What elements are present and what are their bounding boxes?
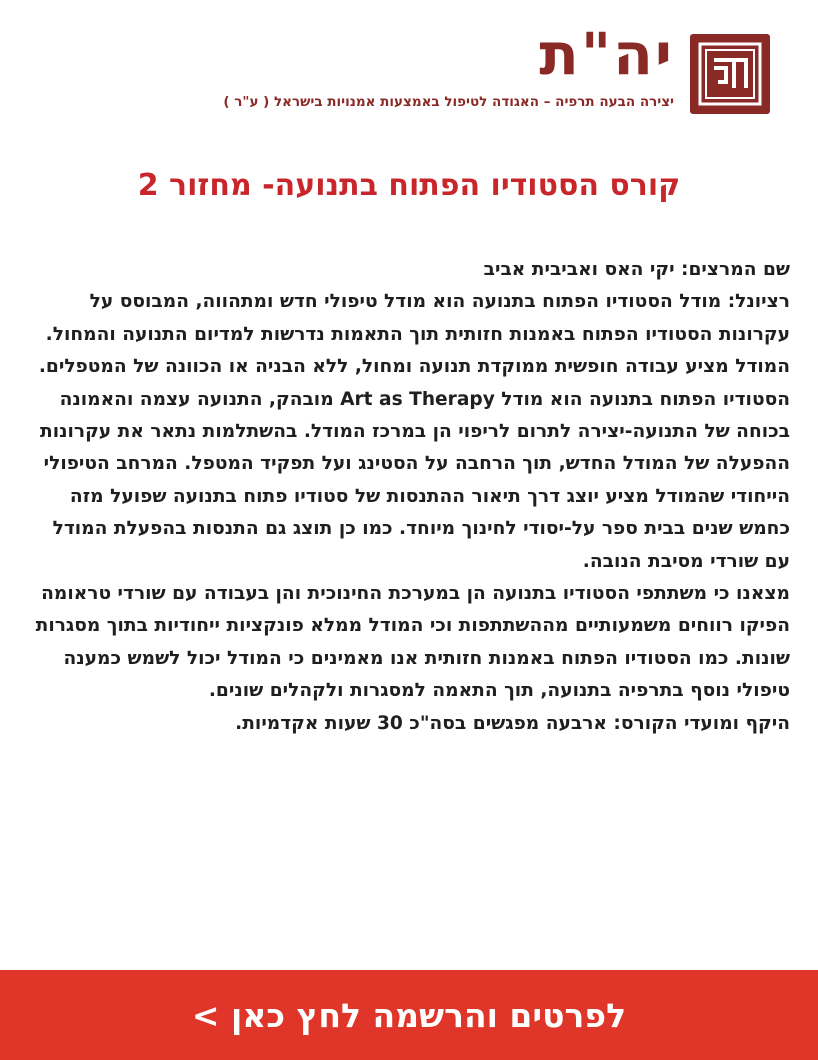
register-button[interactable]	[0, 970, 818, 1060]
brand-subtitle: יצירה הבעה תרפיה – האגודה לטיפול באמצעות אמנויות בישראל ( ע"ר )	[223, 94, 674, 110]
findings-paragraph: מצאנו כי משתתפי הסטודיו בתנועה הן במערכת החינוכית והן בעבודה עם שורדי טראומה הפיקו רווחים משמעותיים מההשתתפות וכי המודל ממלא פונקציות ייחודיות בתוך מסגרות שונות. כמו הסטודיו הפתוח באמנות חזותית אנו מאמינים כי המודל יכול לשמש כמענה טיפולי נוסף בתרפיה בתנועה, תוך התאמה למסגרות ולקהלים שונים.	[35, 583, 790, 702]
header	[30, 20, 770, 120]
rationale-paragraph: רציונל: מודל הסטודיו הפתוח בתנועה הוא מודל טיפולי חדש ומתהווה, המבוסס על עקרונות הסטודיו הפתוח באמנות חזותית תוך התאמות נדרשות למדיום התנועה והמחול. המודל מציע עבודה חופשית ממוקדת תנועה ומחול, ללא הבניה או הכוונה של המטפלים. הסטודיו הפתוח בתנועה הוא מודל Art as Therapy מובהק, התנועה עצמה והאמונה בכוחה של התנועה-יצירה לתרום לריפוי הן במרכז המודל. בהשתלמות נתאר את עקרונות ההפעלה של המודל החדש, תוך הרחבה על הסטינג ועל תפקיד המטפל. המרחב הטיפולי הייחודי שהמודל מציע יוצג דרך תיאור ההתנסות של סטודיו פתוח בתנועה שפועל מזה כחמש שנים בבית ספר על-יסודי לחינוך מיוחד. כמו כן תוצג גם התנסות בהפעלת המודל עם שורדי מסיבת הנובה.	[38, 291, 790, 572]
course-description	[26, 254, 790, 740]
page-title: קורס הסטודיו הפתוח בתנועה- מחזור 2	[137, 168, 681, 203]
lecturers-paragraph: שם המרצים: יקי האס ואביבית אביב	[483, 259, 790, 280]
brand-name: יה"ת	[539, 20, 674, 88]
yahat-logo-icon	[690, 34, 770, 114]
scope-paragraph: היקף ומועדי הקורס: ארבעה מפגשים בסה"כ 30 שעות אקדמיות.	[235, 712, 790, 734]
register-button-label: לפרטים והרשמה לחץ כאן >	[191, 995, 627, 1035]
